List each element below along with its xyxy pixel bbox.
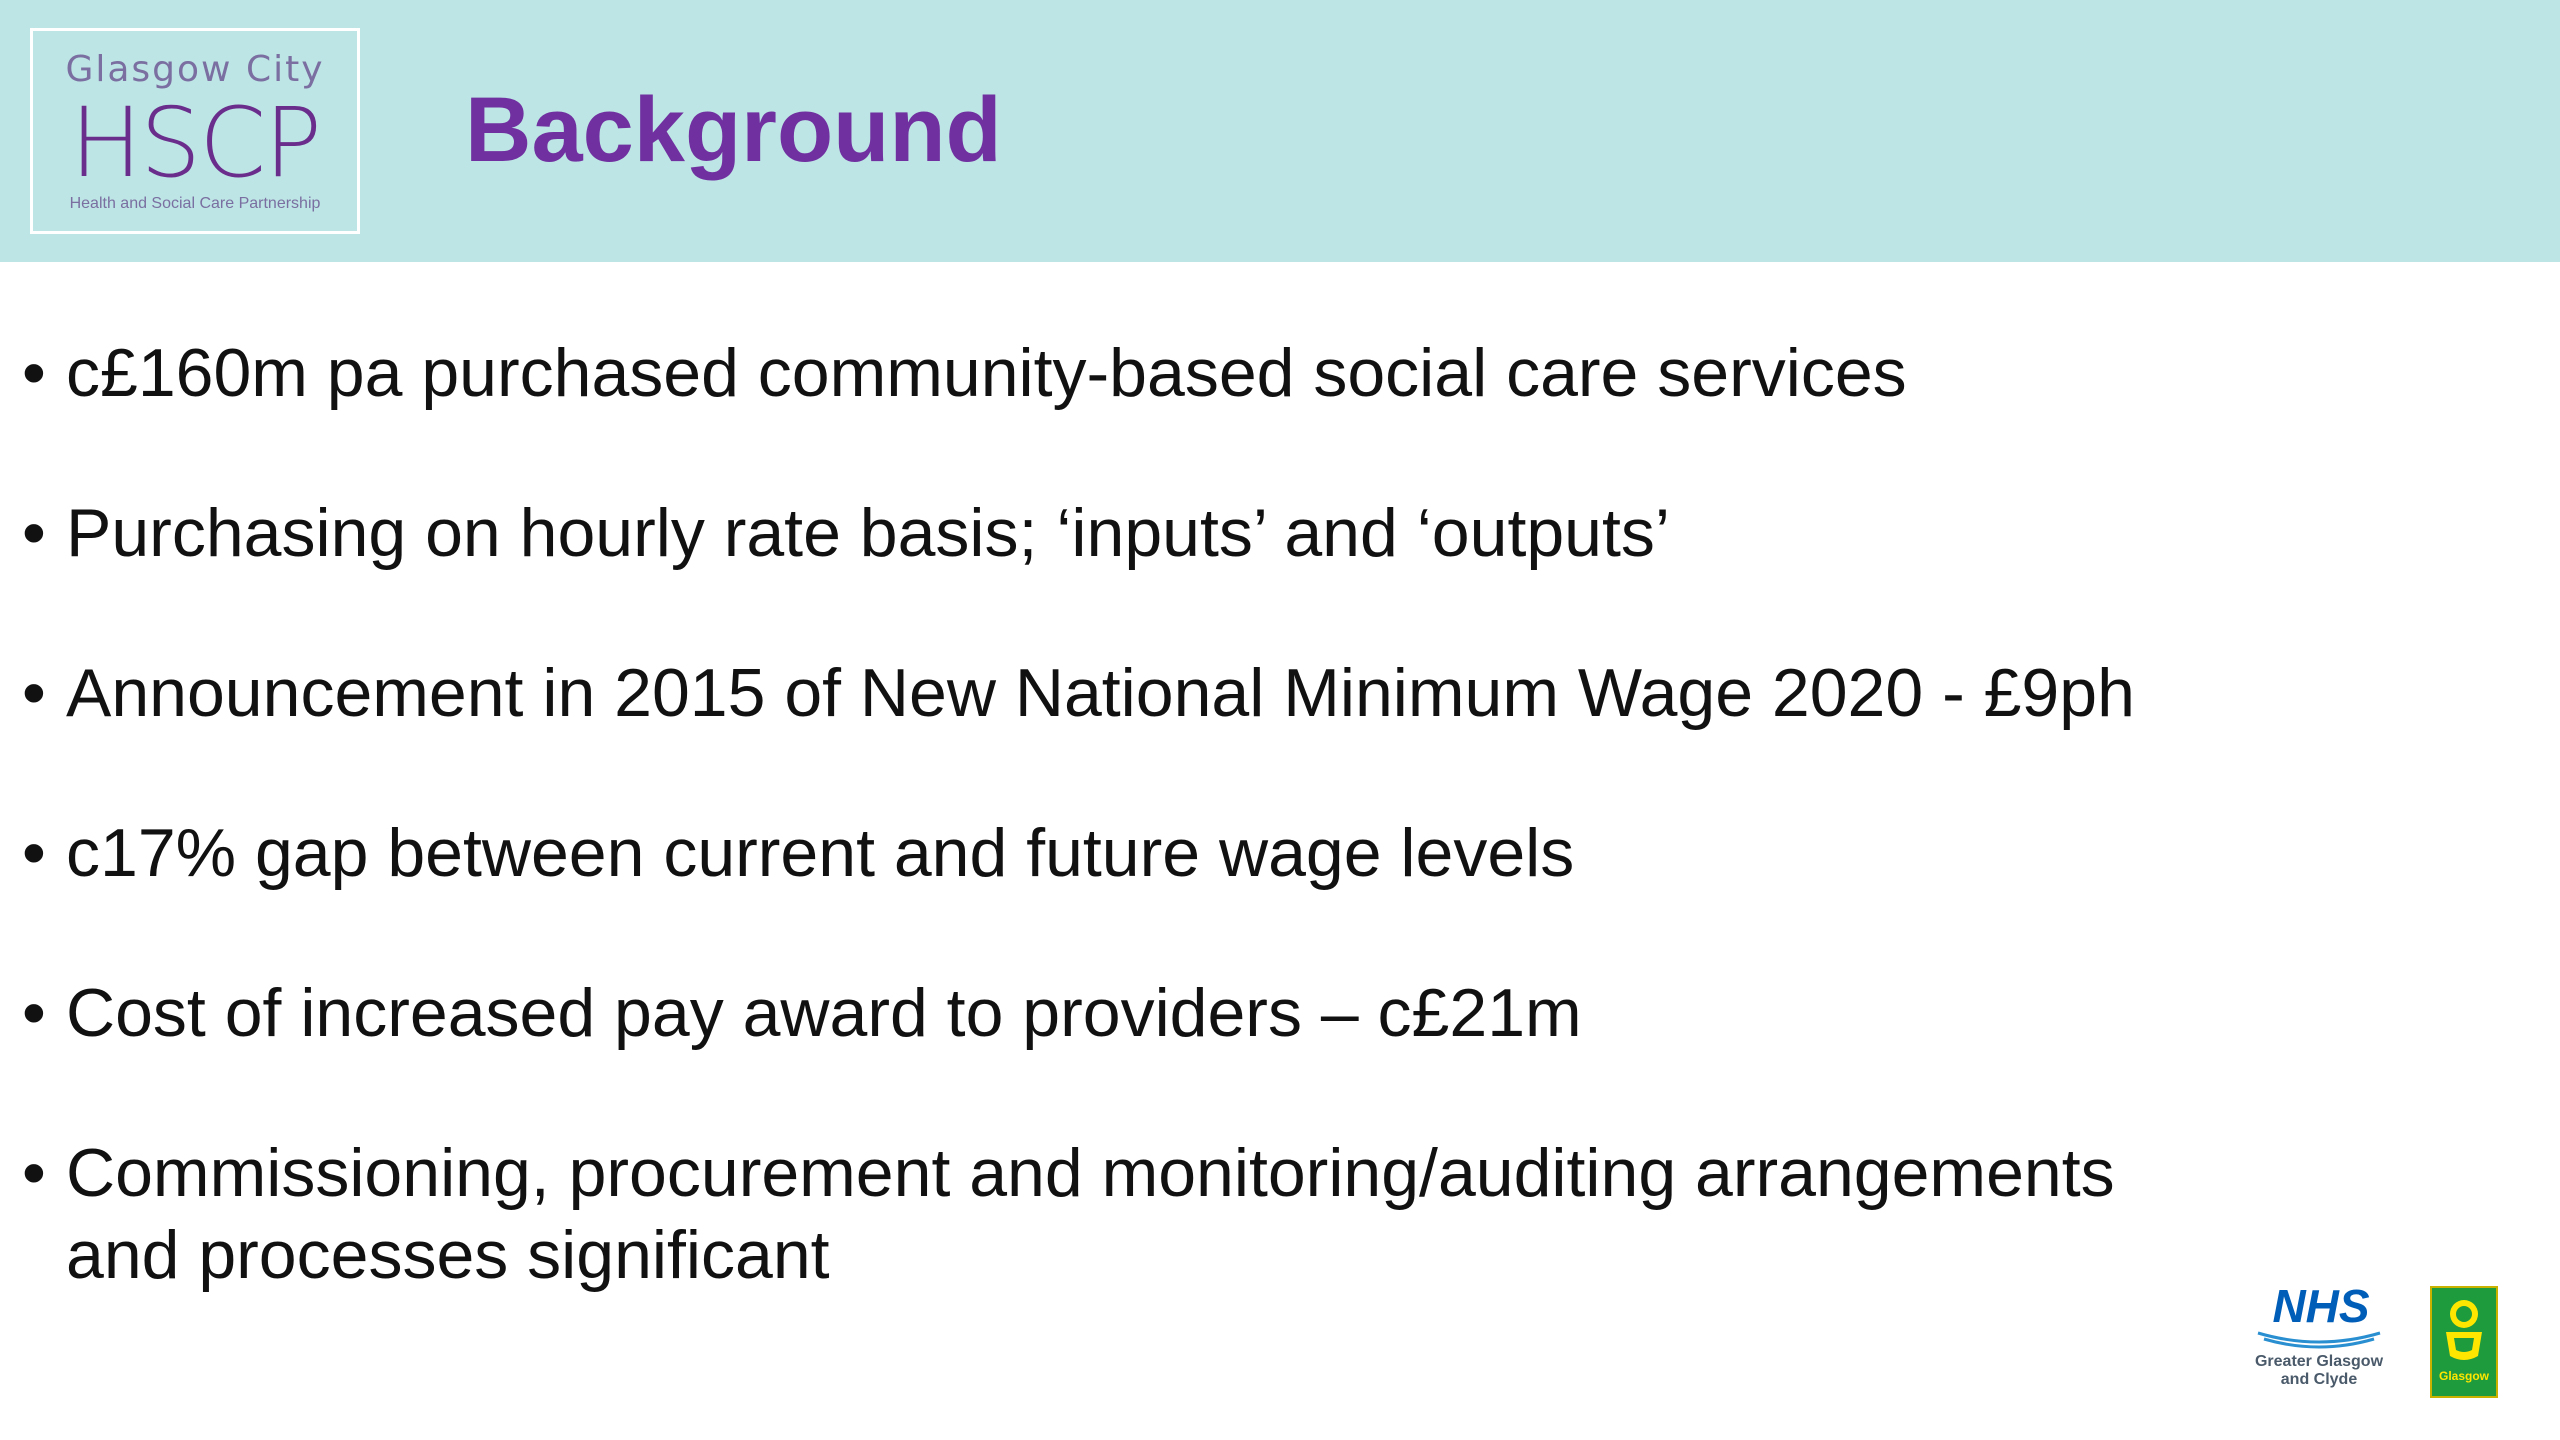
header-band xyxy=(0,0,2560,262)
bullet-item xyxy=(22,492,2422,574)
bullet-item xyxy=(22,652,2422,734)
council-name-text: Glasgow xyxy=(2438,1369,2489,1383)
bullet-item xyxy=(22,1132,2422,1296)
bullet-text xyxy=(66,1132,2422,1296)
slide-title: Background xyxy=(465,79,1002,181)
bullet-marker: • xyxy=(22,1135,46,1211)
bullet-text: Announcement in 2015 of New National Minimum Wage 2020 - £9ph xyxy=(66,655,2135,731)
nhs-org-line: Greater Glasgow xyxy=(2254,1353,2384,1370)
bullet-marker: • xyxy=(22,975,46,1051)
nhs-mark-text: NHS xyxy=(2272,1280,2370,1332)
glasgow-crest-icon xyxy=(2430,1286,2498,1398)
hscp-logo xyxy=(30,28,360,234)
nhs-org-line: and Clyde xyxy=(2280,1371,2358,1388)
bullet-item xyxy=(22,972,2422,1054)
bullet-text: c£160m pa purchased community-based social care services xyxy=(66,335,1907,411)
bullet-item xyxy=(22,812,2422,894)
logo-subtitle-text: Health and Social Care Partnership xyxy=(69,195,321,212)
bullet-marker: • xyxy=(22,335,46,411)
bullet-text: Cost of increased pay award to providers – c£21m xyxy=(66,975,1582,1051)
bullet-marker: • xyxy=(22,815,46,891)
bullet-text-line: and processes significant xyxy=(66,1217,830,1293)
crest-emblem-icon xyxy=(2436,1294,2492,1366)
bullet-text: c17% gap between current and future wage levels xyxy=(66,815,1575,891)
bullet-text: Purchasing on hourly rate basis; ‘inputs’ and ‘outputs’ xyxy=(66,495,1670,571)
nhs-swoosh-icon xyxy=(2256,1329,2382,1349)
logo-acronym-text: HSCP xyxy=(69,87,321,199)
nhs-logo-icon xyxy=(2244,1280,2394,1398)
logo-city-text: Glasgow City xyxy=(65,49,325,90)
bullet-text-line: Commissioning, procurement and monitoring/auditing arrangements xyxy=(66,1135,2115,1211)
bullet-item xyxy=(22,332,2422,414)
bullet-marker: • xyxy=(22,495,46,571)
bullet-marker: • xyxy=(22,655,46,731)
nhs-org-text xyxy=(2244,1353,2394,1389)
